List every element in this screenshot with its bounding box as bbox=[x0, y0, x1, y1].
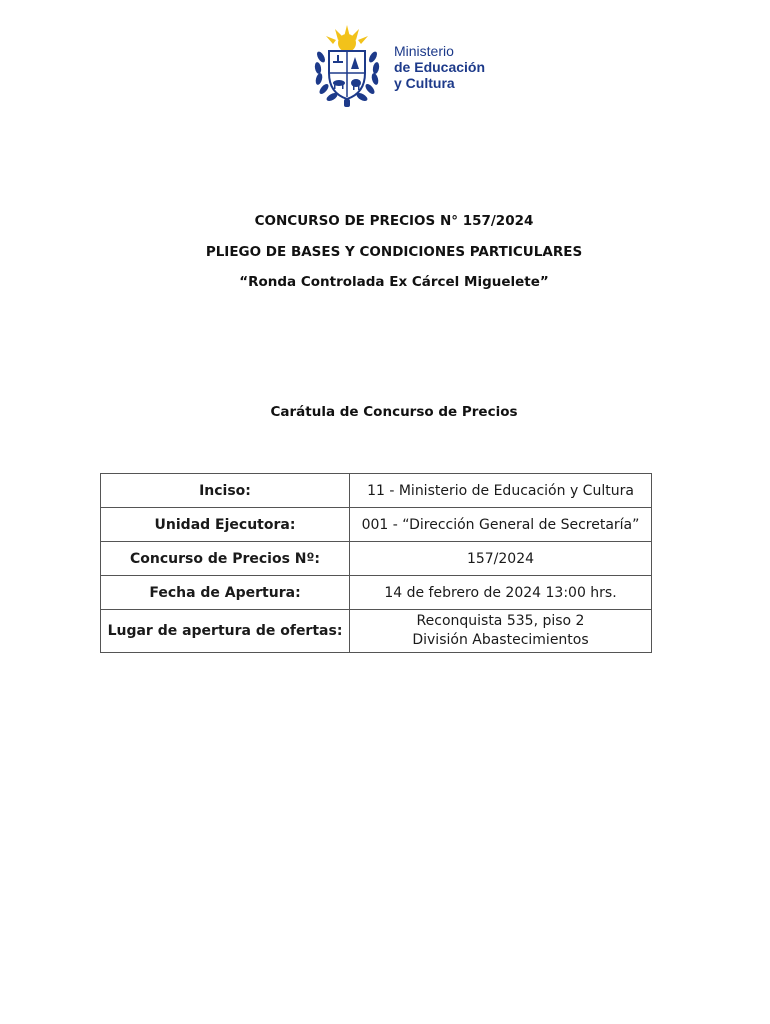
row-label: Lugar de apertura de ofertas: bbox=[101, 610, 350, 653]
caratula-heading: Carátula de Concurso de Precios bbox=[270, 404, 518, 420]
row-label: Inciso: bbox=[101, 474, 350, 508]
coat-of-arms-icon bbox=[311, 23, 383, 109]
logo-line-2: de Educación bbox=[394, 59, 486, 75]
row-value: 157/2024 bbox=[350, 542, 652, 576]
logo-line-1: Ministerio bbox=[394, 43, 454, 59]
row-label: Fecha de Apertura: bbox=[101, 576, 350, 610]
table-row bbox=[101, 474, 652, 508]
pliego-title: PLIEGO DE BASES Y CONDICIONES PARTICULARES bbox=[205, 244, 583, 260]
logo-line-3: y Cultura bbox=[394, 75, 455, 91]
row-value: 001 - “Dirección General de Secretaría” bbox=[350, 508, 652, 542]
table-row bbox=[101, 508, 652, 542]
ministry-name bbox=[394, 43, 485, 91]
obra-title: “Ronda Controlada Ex Cárcel Miguelete” bbox=[239, 274, 549, 290]
table-row bbox=[101, 576, 652, 610]
division-line: División Abastecimientos bbox=[412, 632, 589, 648]
row-label: Concurso de Precios Nº: bbox=[101, 542, 350, 576]
address-line: Reconquista 535, piso 2 bbox=[416, 613, 585, 629]
row-value bbox=[350, 610, 652, 653]
table-row bbox=[101, 610, 652, 653]
row-label: Unidad Ejecutora: bbox=[101, 508, 350, 542]
row-value: 14 de febrero de 2024 13:00 hrs. bbox=[350, 576, 652, 610]
caratula-table bbox=[100, 473, 652, 653]
ministry-logo bbox=[311, 22, 511, 110]
concurso-title: CONCURSO DE PRECIOS N° 157/2024 bbox=[254, 213, 534, 229]
row-value: 11 - Ministerio de Educación y Cultura bbox=[350, 474, 652, 508]
table-row bbox=[101, 542, 652, 576]
